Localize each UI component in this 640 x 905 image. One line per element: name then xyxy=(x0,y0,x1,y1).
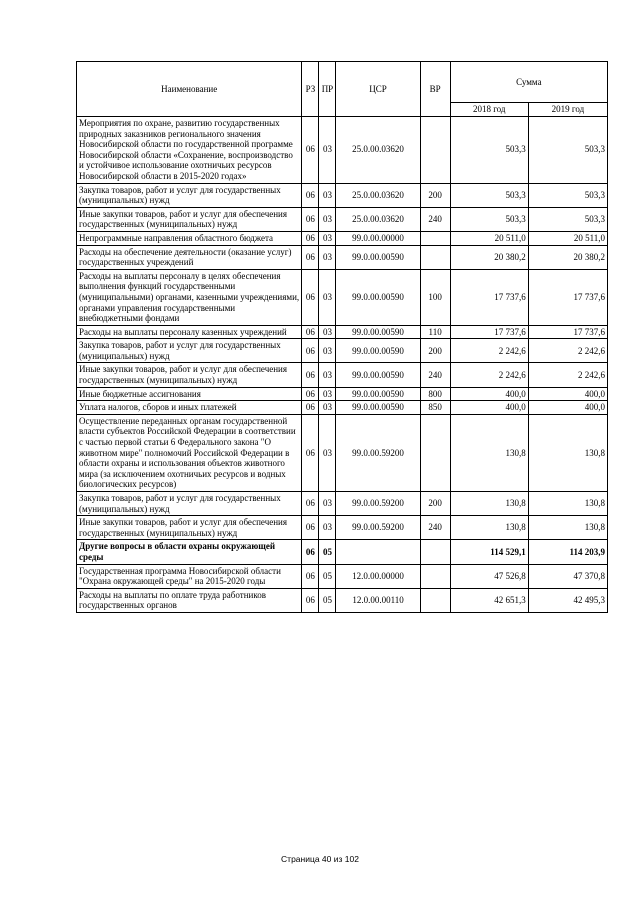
table-row xyxy=(77,401,608,415)
row-pr: 03 xyxy=(319,183,336,207)
page-number: Страница 40 из 102 xyxy=(281,854,359,864)
row-rz: 06 xyxy=(302,207,319,231)
header-pr: ПР xyxy=(319,62,336,117)
row-rz: 06 xyxy=(302,363,319,387)
header-name: Наименование xyxy=(77,62,302,117)
row-amount-2019: 17 737,6 xyxy=(528,269,607,325)
row-rz: 06 xyxy=(302,588,319,612)
table-body xyxy=(77,117,608,613)
row-pr: 03 xyxy=(319,117,336,184)
row-name: Уплата налогов, сборов и иных платежей xyxy=(77,401,302,415)
row-vr xyxy=(420,231,450,245)
row-csr: 99.0.00.00590 xyxy=(336,325,420,339)
row-name: Иные закупки товаров, работ и услуг для обеспечения государственных (муниципальных) нужд xyxy=(77,516,302,540)
row-vr xyxy=(420,117,450,184)
row-csr: 99.0.00.00590 xyxy=(336,363,420,387)
row-amount-2019: 114 203,9 xyxy=(528,540,607,564)
row-amount-2018: 2 242,6 xyxy=(450,339,528,363)
row-vr: 800 xyxy=(420,387,450,401)
row-amount-2018: 400,0 xyxy=(450,401,528,415)
row-rz: 06 xyxy=(302,339,319,363)
row-amount-2019: 503,3 xyxy=(528,183,607,207)
row-csr: 99.0.00.00590 xyxy=(336,339,420,363)
row-amount-2019: 2 242,6 xyxy=(528,339,607,363)
row-amount-2019: 503,3 xyxy=(528,117,607,184)
row-pr: 03 xyxy=(319,269,336,325)
row-name: Закупка товаров, работ и услуг для государственных (муниципальных) нужд xyxy=(77,492,302,516)
row-pr: 05 xyxy=(319,540,336,564)
row-rz: 06 xyxy=(302,540,319,564)
row-rz: 06 xyxy=(302,325,319,339)
row-name: Иные бюджетные ассигнования xyxy=(77,387,302,401)
row-csr: 12.0.00.00000 xyxy=(336,564,420,588)
row-csr: 25.0.00.03620 xyxy=(336,183,420,207)
row-amount-2018: 2 242,6 xyxy=(450,363,528,387)
row-vr: 850 xyxy=(420,401,450,415)
row-pr: 03 xyxy=(319,207,336,231)
row-amount-2018: 130,8 xyxy=(450,492,528,516)
table-row xyxy=(77,588,608,612)
row-csr: 99.0.00.59200 xyxy=(336,516,420,540)
row-amount-2018: 114 529,1 xyxy=(450,540,528,564)
row-amount-2019: 2 242,6 xyxy=(528,363,607,387)
row-pr: 03 xyxy=(319,339,336,363)
row-vr: 240 xyxy=(420,207,450,231)
row-amount-2018: 400,0 xyxy=(450,387,528,401)
row-csr xyxy=(336,540,420,564)
table-row xyxy=(77,117,608,184)
row-name: Расходы на выплаты персоналу в целях обеспечения выполнения функций государственными (муниципальными) органами, казенными учреждениями, органами управления государственными внебюджетными фондами xyxy=(77,269,302,325)
row-csr: 99.0.00.59200 xyxy=(336,492,420,516)
table-row xyxy=(77,387,608,401)
row-vr xyxy=(420,588,450,612)
row-amount-2018: 503,3 xyxy=(450,207,528,231)
row-amount-2019: 130,8 xyxy=(528,492,607,516)
row-vr: 240 xyxy=(420,516,450,540)
row-rz: 06 xyxy=(302,564,319,588)
row-amount-2019: 130,8 xyxy=(528,414,607,491)
row-vr xyxy=(420,414,450,491)
row-amount-2018: 17 737,6 xyxy=(450,269,528,325)
row-name: Расходы на обеспечение деятельности (оказание услуг) государственных учреждений xyxy=(77,245,302,269)
row-vr xyxy=(420,540,450,564)
header-vr: ВР xyxy=(420,62,450,117)
row-rz: 06 xyxy=(302,414,319,491)
row-amount-2019: 20 380,2 xyxy=(528,245,607,269)
header-year-2018: 2018 год xyxy=(450,103,528,117)
row-amount-2018: 130,8 xyxy=(450,516,528,540)
row-vr xyxy=(420,564,450,588)
row-csr: 25.0.00.03620 xyxy=(336,117,420,184)
row-amount-2019: 400,0 xyxy=(528,387,607,401)
row-amount-2018: 130,8 xyxy=(450,414,528,491)
row-pr: 05 xyxy=(319,588,336,612)
table-row xyxy=(77,207,608,231)
row-amount-2019: 130,8 xyxy=(528,516,607,540)
row-pr: 03 xyxy=(319,492,336,516)
table-row xyxy=(77,339,608,363)
row-pr: 03 xyxy=(319,401,336,415)
table-header xyxy=(77,62,608,117)
row-csr: 99.0.00.00590 xyxy=(336,401,420,415)
row-pr: 05 xyxy=(319,564,336,588)
row-pr: 03 xyxy=(319,414,336,491)
row-csr: 25.0.00.03620 xyxy=(336,207,420,231)
row-vr: 110 xyxy=(420,325,450,339)
row-amount-2018: 503,3 xyxy=(450,183,528,207)
row-amount-2018: 47 526,8 xyxy=(450,564,528,588)
row-amount-2019: 503,3 xyxy=(528,207,607,231)
row-vr: 200 xyxy=(420,339,450,363)
row-pr: 03 xyxy=(319,387,336,401)
budget-table xyxy=(76,61,608,613)
row-csr: 99.0.00.00590 xyxy=(336,245,420,269)
row-name: Другие вопросы в области охраны окружающей среды xyxy=(77,540,302,564)
row-name: Мероприятия по охране, развитию государственных природных заказников регионального значения Новосибирской области по государственной программе Новосибирской области «Сохранение, воспроизводство и устойчивое использование охотничьих ресурсов Новосибирской области в 2015-2020 годах» xyxy=(77,117,302,184)
row-rz: 06 xyxy=(302,269,319,325)
row-amount-2019: 20 511,0 xyxy=(528,231,607,245)
row-name: Закупка товаров, работ и услуг для государственных (муниципальных) нужд xyxy=(77,183,302,207)
row-pr: 03 xyxy=(319,516,336,540)
row-rz: 06 xyxy=(302,231,319,245)
table-row xyxy=(77,492,608,516)
row-vr: 100 xyxy=(420,269,450,325)
row-csr: 12.0.00.00110 xyxy=(336,588,420,612)
row-csr: 99.0.00.59200 xyxy=(336,414,420,491)
row-csr: 99.0.00.00590 xyxy=(336,387,420,401)
row-csr: 99.0.00.00000 xyxy=(336,231,420,245)
row-name: Непрограммные направления областного бюджета xyxy=(77,231,302,245)
row-rz: 06 xyxy=(302,117,319,184)
row-amount-2018: 17 737,6 xyxy=(450,325,528,339)
table-row xyxy=(77,363,608,387)
row-pr: 03 xyxy=(319,245,336,269)
table-row xyxy=(77,540,608,564)
header-csr: ЦСР xyxy=(336,62,420,117)
row-name: Расходы на выплаты по оплате труда работников государственных органов xyxy=(77,588,302,612)
header-sum: Сумма xyxy=(450,62,607,103)
row-vr: 200 xyxy=(420,492,450,516)
row-amount-2018: 20 380,2 xyxy=(450,245,528,269)
row-pr: 03 xyxy=(319,231,336,245)
table-row xyxy=(77,231,608,245)
table-row xyxy=(77,516,608,540)
row-rz: 06 xyxy=(302,492,319,516)
row-amount-2018: 42 651,3 xyxy=(450,588,528,612)
row-vr: 240 xyxy=(420,363,450,387)
row-name: Расходы на выплаты персоналу казенных учреждений xyxy=(77,325,302,339)
row-name: Иные закупки товаров, работ и услуг для обеспечения государственных (муниципальных) нужд xyxy=(77,207,302,231)
row-rz: 06 xyxy=(302,245,319,269)
row-name: Осуществление переданных органам государственной власти субъектов Российской Федерации в соответствии с частью первой статьи 6 Федерального закона "О животном мире" полномочий Российской Федерации в области охраны и использования объектов животного мира (за исключением охотничьих ресурсов и водных биологических ресурсов) xyxy=(77,414,302,491)
row-amount-2019: 42 495,3 xyxy=(528,588,607,612)
row-rz: 06 xyxy=(302,387,319,401)
row-pr: 03 xyxy=(319,363,336,387)
header-year-2019: 2019 год xyxy=(528,103,607,117)
row-amount-2019: 47 370,8 xyxy=(528,564,607,588)
row-rz: 06 xyxy=(302,516,319,540)
table-row xyxy=(77,564,608,588)
row-rz: 06 xyxy=(302,401,319,415)
row-pr: 03 xyxy=(319,325,336,339)
table-row xyxy=(77,183,608,207)
table-row xyxy=(77,414,608,491)
row-rz: 06 xyxy=(302,183,319,207)
row-vr: 200 xyxy=(420,183,450,207)
table-row xyxy=(77,245,608,269)
table-row xyxy=(77,269,608,325)
row-vr xyxy=(420,245,450,269)
row-name: Государственная программа Новосибирской области "Охрана окружающей среды" на 2015-2020 годы xyxy=(77,564,302,588)
row-csr: 99.0.00.00590 xyxy=(336,269,420,325)
table-row xyxy=(77,325,608,339)
row-amount-2018: 503,3 xyxy=(450,117,528,184)
row-amount-2019: 400,0 xyxy=(528,401,607,415)
row-amount-2019: 17 737,6 xyxy=(528,325,607,339)
row-name: Иные закупки товаров, работ и услуг для обеспечения государственных (муниципальных) нужд xyxy=(77,363,302,387)
row-amount-2018: 20 511,0 xyxy=(450,231,528,245)
row-name: Закупка товаров, работ и услуг для государственных (муниципальных) нужд xyxy=(77,339,302,363)
header-rz: РЗ xyxy=(302,62,319,117)
